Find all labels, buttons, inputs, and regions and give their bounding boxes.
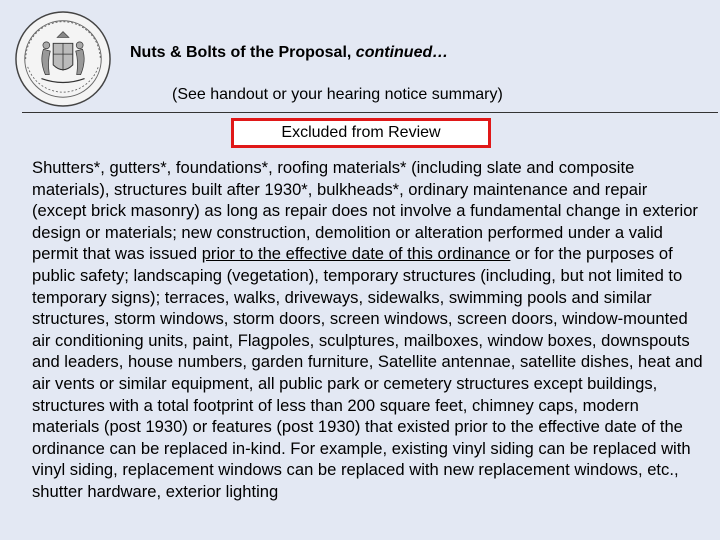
header-divider — [22, 112, 718, 113]
page-title — [130, 44, 448, 62]
excluded-items-paragraph — [32, 157, 704, 503]
paragraph-text-part2: or for the purposes of public safety; landscaping (vegetation), temporary structures (including, but not limited to temporary signs); terraces, walks, driveways, sidewalks, swimming pools and similar structures, storm windows, storm doors, screen windows, screen doors, window-mounted air conditioning units, paint, Flagpoles, sculptures, mailboxes, window boxes, downspouts and leaders, house numbers, garden furniture, Satellite antennae, satellite dishes, heat and air vents or similar equipment, all public park or cemetery structures except buildings, structures with a total footprint of less than 200 square feet, chimney caps, modern materials (post 1930) or features (post 1930) that existed prior to the effective date of the ordinance can be replaced in-kind. For example, existing vinyl siding can be replaced with vinyl siding, replacement windows can be replaced with new replacement windows, etc., shutter hardware, exterior lighting — [32, 244, 703, 501]
section-heading-box — [231, 118, 491, 148]
page-title-continued: continued… — [355, 44, 449, 61]
city-seal-icon — [14, 10, 112, 108]
page-title-main: Nuts & Bolts of the Proposal, — [130, 44, 356, 61]
underlined-phrase: prior to the effective date of this ordinance — [201, 244, 511, 264]
page-subtitle: (See handout or your hearing notice summary) — [172, 86, 503, 103]
section-heading: Excluded from Review — [281, 124, 441, 141]
paragraph-text-part1: Shutters*, gutters*, foundations*, roofing materials* (including slate and composite materials), structures built after 1930*, bulkheads*, ordinary maintenance and repair (except brick masonry) as long as repair does not involve a fundamental change in exterior design or materials; new construction, demolition or alteration performed under a valid permit that was issued — [32, 158, 698, 264]
